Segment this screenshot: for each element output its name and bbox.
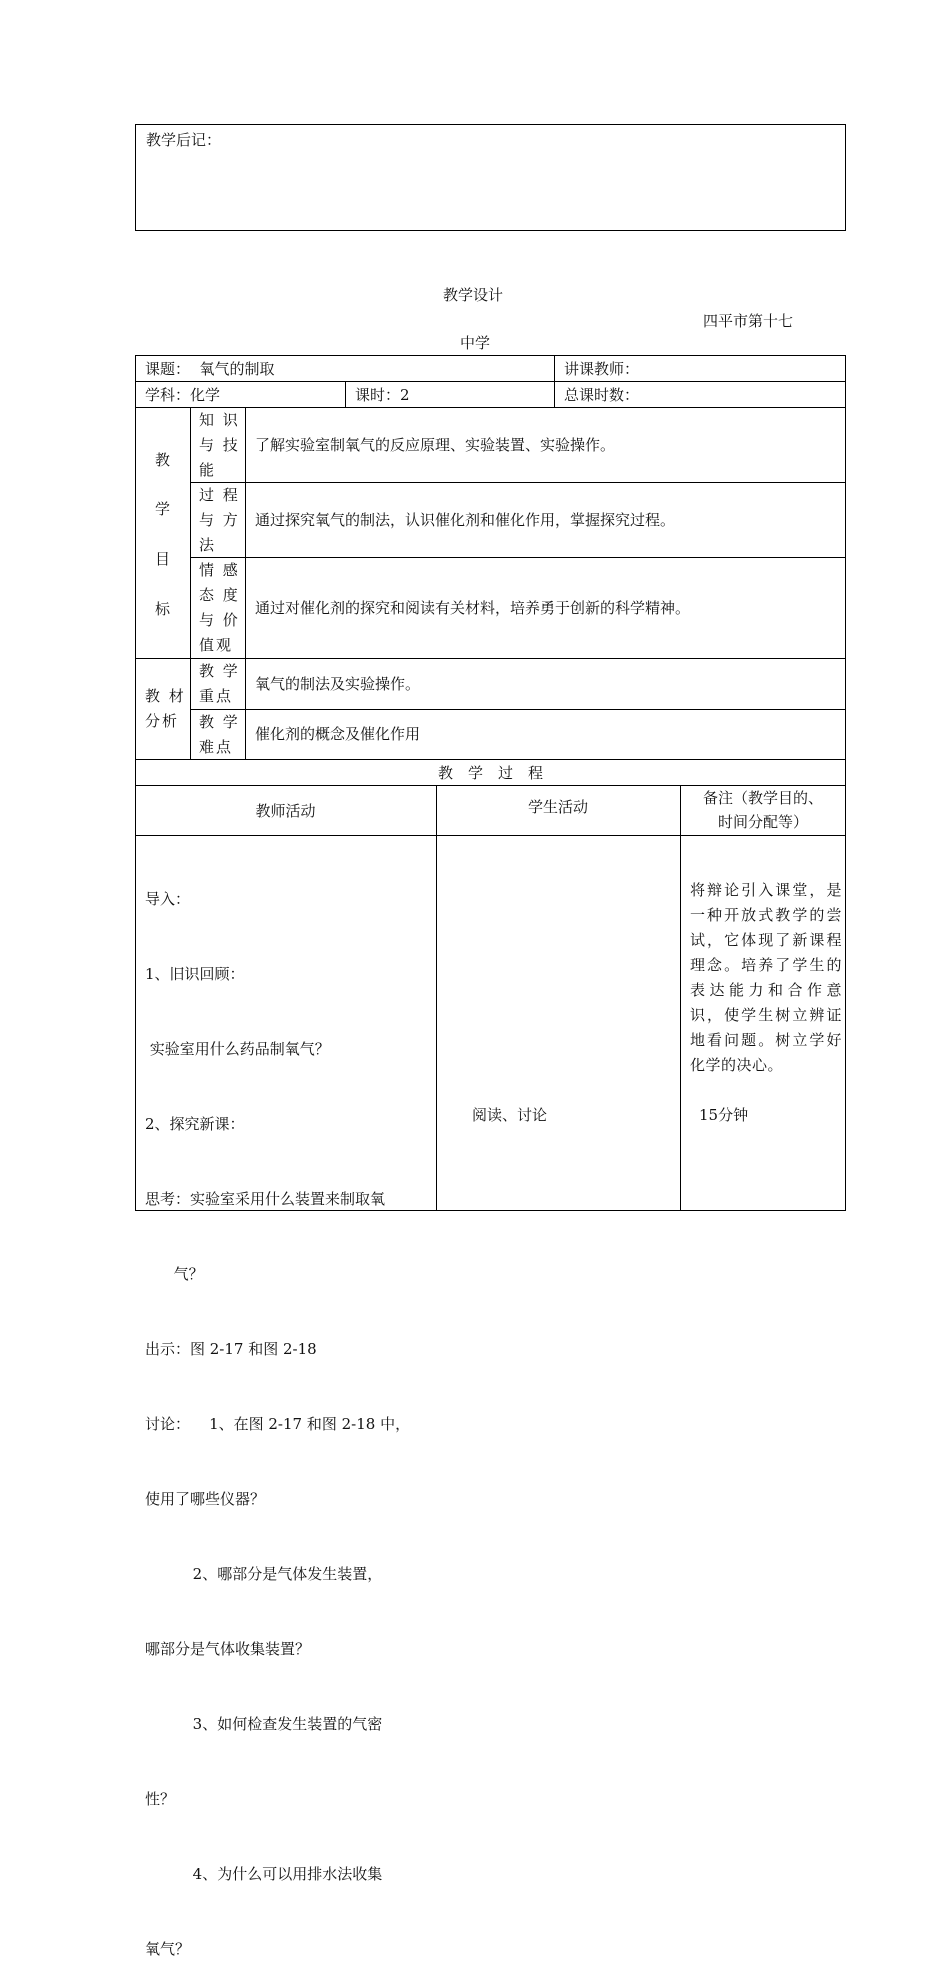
objective-content-attitude: 通过对催化剂的探究和阅读有关材料，培养勇于创新的科学精神。 bbox=[255, 599, 691, 617]
col-divider bbox=[190, 407, 191, 759]
objective-label-knowledge: 知 识 与 技 能 bbox=[199, 411, 240, 479]
objectives-group-label bbox=[135, 407, 190, 658]
document-title: 教学设计 bbox=[443, 286, 504, 304]
analysis-content-difficulty: 催化剂的概念及催化作用 bbox=[255, 725, 421, 743]
objectives-char: 目 bbox=[154, 550, 170, 568]
afterword-box bbox=[135, 124, 846, 231]
row-divider bbox=[135, 381, 846, 382]
school-name-line1: 四平市第十七 bbox=[703, 312, 794, 330]
school-name-line2: 中学 bbox=[460, 334, 491, 352]
col-divider bbox=[554, 355, 555, 407]
row-divider bbox=[190, 482, 846, 483]
col-divider bbox=[345, 381, 346, 407]
period-cell: 课时：2 bbox=[355, 386, 410, 404]
row-divider bbox=[135, 835, 846, 836]
row-divider bbox=[135, 407, 846, 408]
objectives-char: 标 bbox=[154, 600, 170, 618]
objective-content-knowledge: 了解实验室制氧气的反应原理、实验装置、实验操作。 bbox=[255, 436, 616, 454]
row-divider bbox=[135, 759, 846, 760]
objective-label-attitude: 情 感 态 度 与 价 值观 bbox=[199, 561, 240, 654]
analysis-content-focus: 氧气的制法及实验操作。 bbox=[255, 675, 421, 693]
student-activity: 阅读、讨论 bbox=[472, 1106, 548, 1124]
col-header-student: 学生活动 bbox=[527, 798, 588, 816]
process-notes: 将辩论引入课堂，是一种开放式教学的尝试，它体现了新课程理念。培养了学生的表达能力和合作意识，使学生树立辨证地看问题。树立学好化学的决心。 bbox=[690, 881, 842, 1074]
col-header-notes: 备注（教学目的、 时间分配等） bbox=[702, 789, 823, 831]
teacher-activity: 导入： 1、旧识回顾： 实验室用什么药品制氧气？ 2、探究新课： 思考：实验室采用什么装置来制取氧 气？ 出示：图 2-17 和图 2-18 讨论： 1、在图 2-17 和图 2-18 中， 使用了哪些仪器？ 2、哪部分是气体发生装置， 哪部分是气体收集装置？ 3、如何检查发生装置的气密 性？ 4、为什么可以用排水法收集 氧气？ bbox=[145, 890, 411, 1958]
objectives-char: 教 bbox=[154, 451, 170, 469]
col-divider bbox=[436, 785, 437, 1211]
topic-cell: 课题： 氧气的制取 bbox=[145, 360, 275, 378]
row-divider bbox=[190, 709, 846, 710]
subject-cell: 学科：化学 bbox=[145, 386, 221, 404]
row-divider bbox=[190, 557, 846, 558]
row-divider bbox=[135, 658, 846, 659]
process-title: 教 学 过 程 bbox=[437, 764, 543, 782]
afterword-label: 教学后记： bbox=[146, 131, 222, 149]
analysis-label-focus: 教 学 重点 bbox=[199, 662, 240, 705]
col-divider bbox=[680, 785, 681, 1211]
analysis-group-label: 教 材 分析 bbox=[145, 687, 186, 730]
process-notes-time: 15分钟 bbox=[699, 1106, 749, 1124]
col-divider bbox=[245, 407, 246, 759]
objective-label-process: 过 程 与 方 法 bbox=[199, 486, 240, 554]
analysis-label-difficulty: 教 学 难点 bbox=[199, 713, 240, 756]
total-periods-cell: 总课时数： bbox=[564, 386, 640, 404]
objective-content-process: 通过探究氧气的制法，认识催化剂和催化作用，掌握探究过程。 bbox=[255, 511, 676, 529]
col-header-teacher: 教师活动 bbox=[255, 802, 316, 820]
teacher-cell: 讲课教师： bbox=[564, 360, 640, 378]
objectives-char: 学 bbox=[154, 500, 170, 518]
